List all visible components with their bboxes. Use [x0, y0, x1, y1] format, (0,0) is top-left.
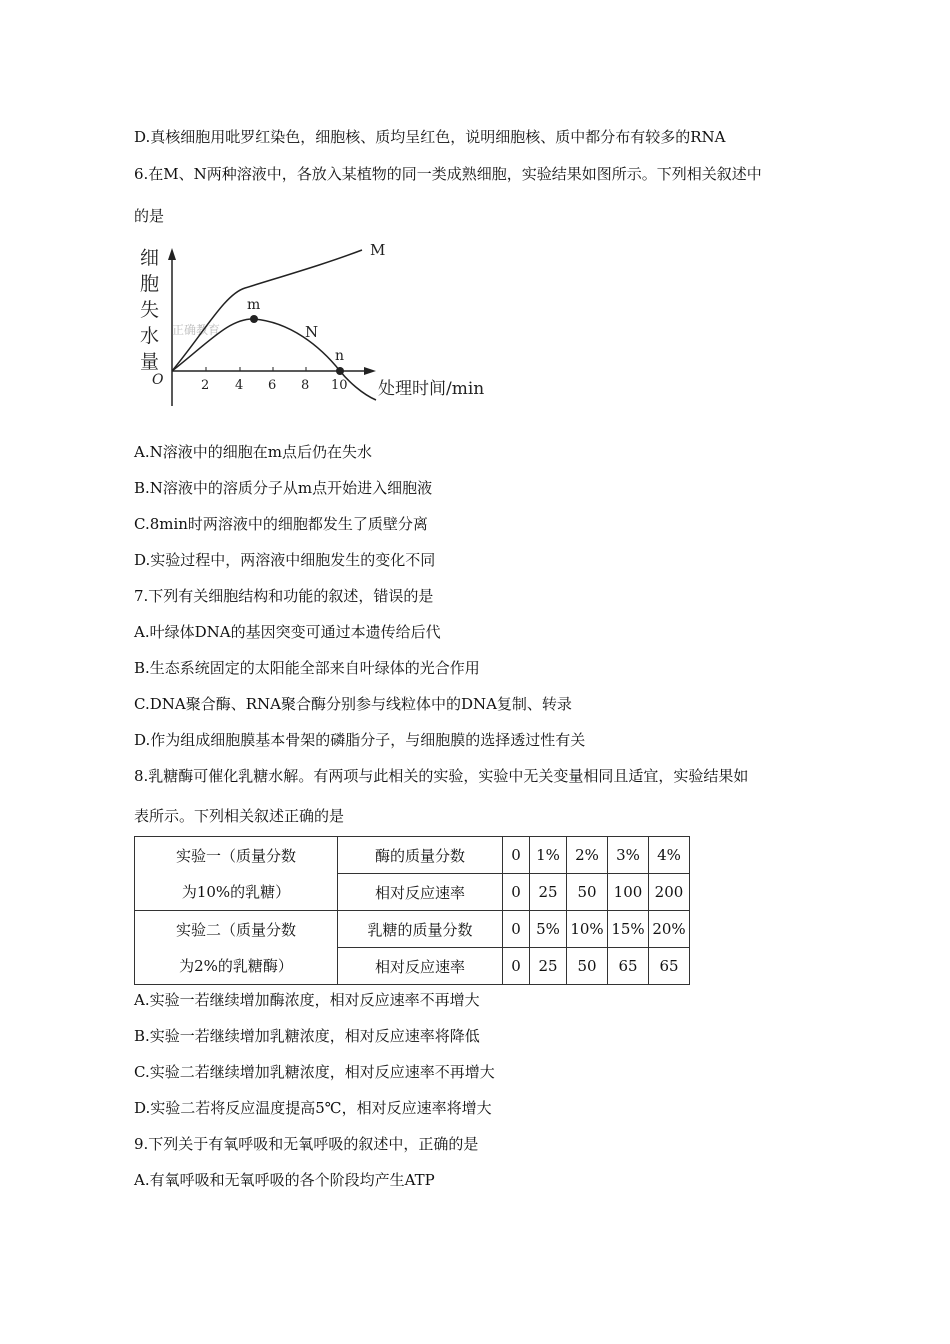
option-d-q5: D.真核细胞用吡罗红染色，细胞核、质均呈红色，说明细胞核、质中都分布有较多的RNA	[134, 128, 726, 146]
x-tick-label: 4	[235, 378, 244, 393]
table-row	[135, 911, 690, 948]
table-cell: 0	[503, 911, 530, 948]
q8-option-a: A.实验一若继续增加酶浓度，相对反应速率不再增大	[134, 991, 480, 1009]
table-cell: 20%	[649, 911, 690, 948]
x-axis-arrow	[364, 367, 376, 375]
curve-m	[172, 250, 362, 371]
table-cell: 200	[649, 874, 690, 911]
y-axis-arrow	[168, 248, 176, 260]
table-cell: 25	[530, 948, 567, 985]
table-cell: 65	[649, 948, 690, 985]
table-cell: 5%	[530, 911, 567, 948]
y-axis-label-char: 量	[140, 351, 160, 373]
point-n-label: n	[335, 348, 345, 364]
exp1-label-line: 为10%的乳糖）	[181, 882, 291, 901]
q8-option-d: D.实验二若将反应温度提高5℃，相对反应速率将增大	[134, 1099, 492, 1117]
row-label: 酶的质量分数	[338, 837, 503, 874]
x-axis-label: 处理时间/min	[378, 379, 485, 399]
q7-option-d: D.作为组成细胞膜基本骨架的磷脂分子，与细胞膜的选择透过性有关	[134, 731, 586, 749]
exp1-label-line: 实验一（质量分数	[175, 846, 296, 865]
question-8-stem: 8.乳糖酶可催化乳糖水解。有两项与此相关的实验，实验中无关变量相同且适宜，实验结果如	[134, 767, 749, 785]
q7-option-a: A.叶绿体DNA的基因突变可通过本遗传给后代	[134, 623, 441, 641]
question-9-stem: 9.下列关于有氧呼吸和无氧呼吸的叙述中，正确的是	[134, 1135, 479, 1153]
q6-option-a: A.N溶液中的细胞在m点后仍在失水	[134, 443, 372, 461]
table-cell: 50	[567, 948, 608, 985]
q6-option-c: C.8min时两溶液中的细胞都发生了质壁分离	[134, 515, 428, 533]
row-label: 乳糖的质量分数	[338, 911, 503, 948]
experiment-table	[134, 836, 690, 985]
q7-option-c: C.DNA聚合酶、RNA聚合酶分别参与线粒体中的DNA复制、转录	[134, 695, 572, 713]
table-row	[135, 837, 690, 874]
table-cell: 50	[567, 874, 608, 911]
table-cell: 65	[608, 948, 649, 985]
exp1-label-cell	[135, 837, 338, 911]
question-6-stem: 6.在M、N两种溶液中，各放入某植物的同一类成熟细胞，实验结果如图所示。下列相关叙述中	[134, 165, 762, 183]
x-tick-label: 2	[201, 378, 210, 393]
table-cell: 3%	[608, 837, 649, 874]
curve-n-label: N	[305, 323, 319, 341]
row-label: 相对反应速率	[338, 874, 503, 911]
q7-option-b: B.生态系统固定的太阳能全部来自叶绿体的光合作用	[134, 659, 480, 677]
table-cell: 15%	[608, 911, 649, 948]
table-cell: 4%	[649, 837, 690, 874]
q9-option-a: A.有氧呼吸和无氧呼吸的各个阶段均产生ATP	[134, 1171, 435, 1189]
q6-option-d: D.实验过程中，两溶液中细胞发生的变化不同	[134, 551, 436, 569]
table-cell: 2%	[567, 837, 608, 874]
watermark: 正确教育	[172, 323, 221, 337]
origin-label: O	[152, 372, 164, 388]
exp2-label-cell	[135, 911, 338, 985]
y-axis-label-char: 失	[140, 299, 160, 321]
question-7-stem: 7.下列有关细胞结构和功能的叙述，错误的是	[134, 587, 434, 605]
x-tick-label: 8	[301, 378, 310, 393]
x-tick-label: 10	[331, 378, 348, 393]
exp2-label-line: 实验二（质量分数	[175, 920, 296, 939]
point-n	[336, 367, 344, 375]
point-m	[250, 315, 258, 323]
table-cell: 0	[503, 948, 530, 985]
table-cell: 0	[503, 874, 530, 911]
point-m-label: m	[247, 297, 261, 313]
question-6-stem-cont: 的是	[134, 207, 165, 225]
q8-option-b: B.实验一若继续增加乳糖浓度，相对反应速率将降低	[134, 1027, 480, 1045]
table-cell: 100	[608, 874, 649, 911]
question-8-stem-cont: 表所示。下列相关叙述正确的是	[134, 807, 345, 825]
table-cell: 1%	[530, 837, 567, 874]
y-axis-label-char: 细	[140, 247, 160, 269]
q8-option-c: C.实验二若继续增加乳糖浓度，相对反应速率不再增大	[134, 1063, 495, 1081]
exp2-label-line: 为2%的乳糖酶）	[179, 956, 293, 975]
curve-m-label: M	[370, 241, 386, 259]
y-axis-label-char: 胞	[140, 273, 160, 295]
x-tick-label: 6	[268, 378, 277, 393]
water-loss-graph	[130, 236, 490, 406]
y-axis-label-char: 水	[140, 325, 160, 347]
q6-option-b: B.N溶液中的溶质分子从m点开始进入细胞液	[134, 479, 433, 497]
table-cell: 10%	[567, 911, 608, 948]
table-cell: 25	[530, 874, 567, 911]
table-cell: 0	[503, 837, 530, 874]
row-label: 相对反应速率	[338, 948, 503, 985]
